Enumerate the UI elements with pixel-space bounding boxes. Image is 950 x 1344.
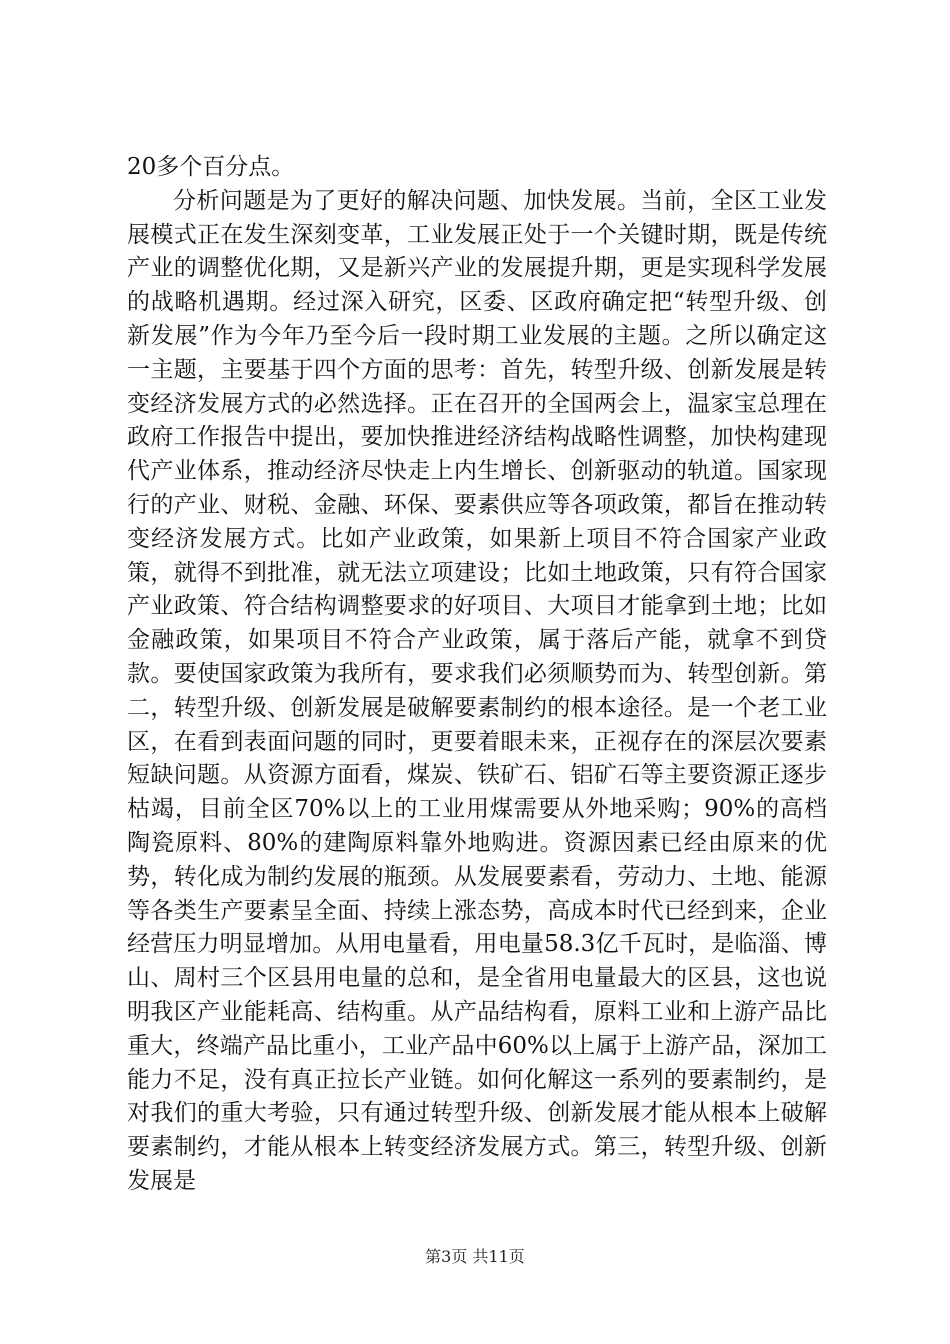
paragraph-main: 分析问题是为了更好的解决问题、加快发展。当前，全区工业发展模式正在发生深刻变革，工业发展正处于一个关键时期，既是传统产业的调整优化期，又是新兴产业的发展提升期，更是实现科学发展的战略机遇期。经过深入研究，区委、区政府确定把“转型升级、创新发展”作为今年乃至今后一段时期工业发展的主题。之所以确定这一主题，主要基于四个方面的思考：首先，转型升级、创新发展是转变经济发展方式的必然选择。正在召开的全国两会上，温家宝总理在政府工作报告中提出，要加快推进经济结构战略性调整，加快构建现代产业体系，推动经济尽快走上内生增长、创新驱动的轨道。国家现行的产业、财税、金融、环保、要素供应等各项政策，都旨在推动转变经济发展方式。比如产业政策，如果新上项目不符合国家产业政策，就得不到批准，就无法立项建设；比如土地政策，只有符合国家产业政策、符合结构调整要求的好项目、大项目才能拿到土地；比如金融政策，如果项目不符合产业政策，属于落后产能，就拿不到贷款。要使国家政策为我所有，要求我们必须顺势而为、转型创新。第二，转型升级、创新发展是破解要素制约的根本途径。是一个老工业区，在看到表面问题的同时，更要着眼未来，正视存在的深层次要素短缺问题。从资源方面看，煤炭、铁矿石、铝矿石等主要资源正逐步枯竭，目前全区70%以上的工业用煤需要从外地采购；90%的高档陶瓷原料、80%的建陶原料靠外地购进。资源因素已经由原来的优势，转化成为制约发展的瓶颈。从发展要素看，劳动力、土地、能源等各类生产要素呈全面、持续上涨态势，高成本时代已经到来，企业经营压力明显增加。从用电量看，用电量58.3亿千瓦时，是临淄、博山、周村三个区县用电量的总和，是全省用电量最大的区县，这也说明我区产业能耗高、结构重。从产品结构看，原料工业和上游产品比重大，终端产品比重小，工业产品中60%以上属于上游产品，深加工能力不足，没有真正拉长产业链。如何化解这一系列的要素制约，是对我们的重大考验，只有通过转型升级、创新发展才能从根本上破解要素制约，才能从根本上转变经济发展方式。第三，转型升级、创新发展是 [127,187,827,1194]
body-text [127,151,827,1199]
paragraph-continuation: 20多个百分点。 [127,154,295,180]
page-footer: 第3页 共11页 [425,1247,525,1266]
